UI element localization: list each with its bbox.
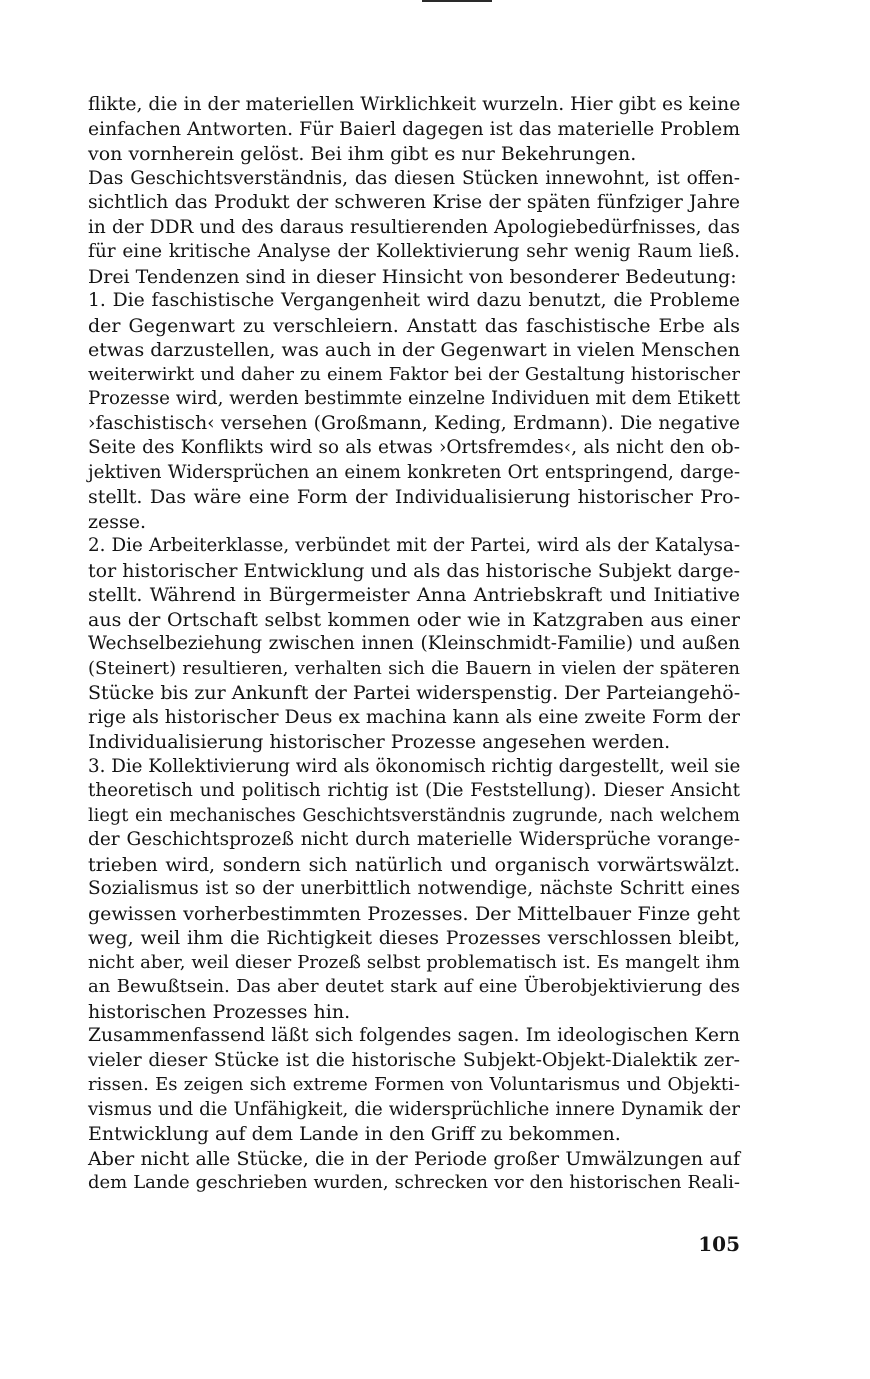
text-line: zesse. [88, 510, 147, 533]
text-line: Sozialismus ist so der unerbittlich notwendige, nächste Schritt eines [88, 878, 740, 899]
text-line: jektiven Widersprüchen an einem konkreten Ort entspringend, darge- [88, 461, 740, 483]
text-line: an Bewußtsein. Das aber deutet stark auf eine Überobjektivierung des [88, 976, 740, 997]
text-line: vieler dieser Stücke ist die historische Subjekt-Objekt-Dialektik zer- [88, 1049, 740, 1071]
text-line: etwas darzustellen, was auch in der Gegenwart in vielen Menschen [88, 339, 740, 361]
text-line: flikte, die in der materiellen Wirklichkeit wurzeln. Hier gibt es keine [88, 94, 741, 115]
text-line: Seite des Konflikts wird so als etwas ›Ortsfremdes‹, als nicht den ob- [88, 437, 740, 458]
text-line: einfachen Antworten. Für Baierl dagegen ist das materielle Problem [88, 118, 740, 140]
text-line: von vornherein gelöst. Bei ihm gibt es nur Bekehrungen. [88, 143, 637, 165]
text-line: 3. Die Kollektivierung wird als ökonomisch richtig dargestellt, weil sie [88, 755, 741, 777]
text-line: stellt. Während in Bürgermeister Anna Antriebskraft und Initiative [88, 584, 740, 606]
text-line: aus der Ortschaft selbst kommen oder wie in Katzgraben aus einer [88, 608, 740, 631]
text-line: der Gegenwart zu verschleiern. Anstatt das faschistische Erbe als [88, 314, 740, 337]
text-line: theoretisch und politisch richtig ist (Die Feststellung). Dieser Ansicht [88, 780, 740, 801]
text-line: Entwicklung auf dem Lande in den Griff zu bekommen. [88, 1123, 621, 1145]
text-line: Aber nicht alle Stücke, die in der Periode großer Umwälzungen auf [88, 1147, 740, 1170]
text-line: Prozesse wird, werden bestimmte einzelne Individuen mit dem Etikett [88, 388, 741, 409]
text-line: 2. Die Arbeiterklasse, verbündet mit der Partei, wird als der Katalysa- [88, 535, 740, 556]
text-line: ›faschistisch‹ versehen (Großmann, Keding, Erdmann). Die negative [88, 412, 740, 434]
text-line: Das Geschichtsverständnis, das diesen Stücken innewohnt, ist offen- [88, 167, 740, 189]
text-line: weiterwirkt und daher zu einem Faktor bei der Gestaltung historischer [88, 363, 740, 385]
text-line: für eine kritische Analyse der Kollektivierung sehr wenig Raum ließ. [88, 241, 740, 262]
text-line: (Steinert) resultieren, verhalten sich die Bauern in vielen der späteren [88, 657, 740, 679]
text-line: tor historischer Entwicklung und als das historische Subjekt darge- [88, 559, 740, 582]
text-line: Drei Tendenzen sind in dieser Hinsicht von besonderer Bedeutung: [88, 265, 737, 288]
text-line: weg, weil ihm die Richtigkeit dieses Prozesses verschlossen bleibt, [88, 927, 740, 949]
text-line: rige als historischer Deus ex machina kann als eine zweite Form der [88, 706, 740, 728]
text-line: Stücke bis zur Ankunft der Partei widerspenstig. Der Parteiangehö- [88, 682, 741, 704]
top-edge-rule [422, 0, 492, 2]
text-line: Individualisierung historischer Prozesse angesehen werden. [88, 731, 671, 753]
text-line: historischen Prozesses hin. [88, 1000, 351, 1023]
text-line: trieben wird, sondern sich natürlich und organisch vorwärtswälzt. [88, 853, 740, 876]
text-line: Zusammenfassend läßt sich folgendes sagen. Im ideologischen Kern [88, 1025, 740, 1046]
text-line: dem Lande geschrieben wurden, schrecken vor den historischen Reali- [88, 1172, 740, 1193]
text-line: gewissen vorherbestimmten Prozesses. Der Mittelbauer Finze geht [88, 902, 740, 925]
body-text [88, 93, 740, 1196]
text-line: nicht aber, weil dieser Prozeß selbst problematisch ist. Es mangelt ihm [88, 951, 740, 973]
text-line: liegt ein mechanisches Geschichtsverständnis zugrunde, nach welchem [88, 805, 740, 826]
text-line: vismus und die Unfähigkeit, die widersprüchliche innere Dynamik der [88, 1098, 740, 1120]
text-line: der Geschichtsprozeß nicht durch materielle Widersprüche vorange- [88, 829, 740, 850]
text-line: Wechselbeziehung zwischen innen (Kleinschmidt-Familie) und außen [88, 633, 740, 654]
page-number: 105 [698, 1232, 740, 1256]
text-line: sichtlich das Produkt der schweren Krise der späten fünfziger Jahre [88, 192, 740, 213]
text-line: rissen. Es zeigen sich extreme Formen von Voluntarismus und Objekti- [88, 1074, 740, 1095]
text-line: in der DDR und des daraus resultierenden Apologiebedürfnisses, das [88, 216, 740, 238]
text-line: 1. Die faschistische Vergangenheit wird dazu benutzt, die Probleme [88, 290, 740, 311]
text-line: stellt. Das wäre eine Form der Individualisierung historischer Pro- [88, 486, 740, 508]
